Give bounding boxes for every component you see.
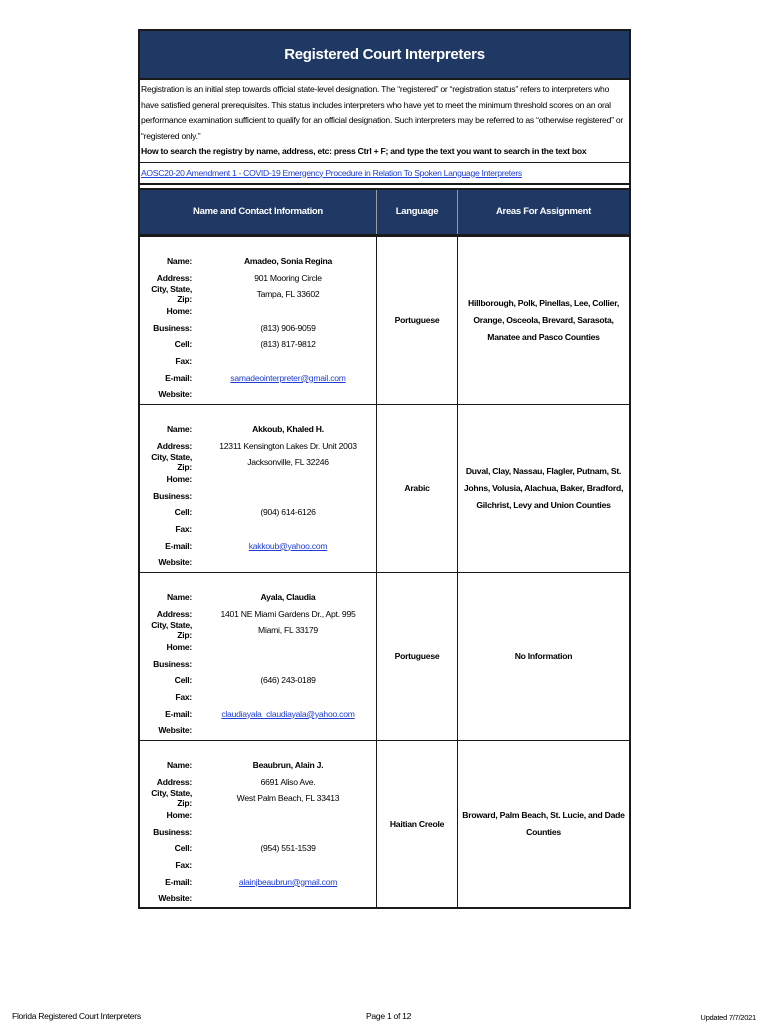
intro-paragraph xyxy=(140,80,629,163)
contact-line-business xyxy=(140,823,376,840)
contact-line-fax xyxy=(140,857,376,874)
field-label-email: E-mail: xyxy=(165,540,192,551)
contact-info xyxy=(140,589,376,739)
contact-cell xyxy=(140,237,377,404)
field-label-fax: Fax: xyxy=(175,523,192,534)
table-row xyxy=(140,573,629,741)
field-label-website: Website: xyxy=(158,389,192,400)
field-label-address: Address: xyxy=(156,272,192,283)
contact-line-home xyxy=(140,471,376,488)
field-label-email: E-mail: xyxy=(165,372,192,383)
field-value-email[interactable]: claudiayala_claudiayala@yahoo.com xyxy=(221,708,355,719)
field-label-fax: Fax: xyxy=(175,355,192,366)
contact-line-city xyxy=(140,790,376,807)
field-value-cell: (813) 817-9812 xyxy=(260,339,316,350)
footer-page-number: Page 1 of 12 xyxy=(366,1011,412,1021)
language-cell: Haitian Creole xyxy=(377,741,458,907)
areas-cell: Hillborough, Polk, Pinellas, Lee, Collier, Orange, Osceola, Brevard, Sarasota, Manatee and Pasco Counties xyxy=(468,297,619,342)
field-label-name: Name: xyxy=(166,423,192,434)
field-label-business: Business: xyxy=(153,826,192,837)
contact-line-home xyxy=(140,303,376,320)
sheet-title: Registered Court Interpreters xyxy=(140,31,629,80)
contact-line-name xyxy=(140,253,376,270)
contact-cell xyxy=(140,573,377,740)
field-value-name: Amadeo, Sonia Regina xyxy=(243,255,333,266)
field-value-city: Jacksonville, FL 32246 xyxy=(247,457,329,468)
contact-line-name xyxy=(140,757,376,774)
field-label-website: Website: xyxy=(158,893,192,904)
table-header xyxy=(140,190,629,237)
contact-line-email xyxy=(140,537,376,554)
areas-cell: Duval, Clay, Nassau, Flagler, Putnam, St. Johns, Volusia, Alachua, Baker, Bradford, Gilchrist, Levy and Union Counties xyxy=(463,465,624,510)
field-label-cell: Cell: xyxy=(174,507,192,518)
language-cell: Portuguese xyxy=(377,237,458,404)
field-label-email: E-mail: xyxy=(165,708,192,719)
field-value-address: 1401 NE Miami Gardens Dr., Apt. 995 xyxy=(220,608,356,619)
field-value-address: 6691 Aliso Ave. xyxy=(260,776,316,787)
field-value-city: Miami, FL 33179 xyxy=(258,625,318,636)
contact-line-email xyxy=(140,369,376,386)
field-value-email[interactable]: kakkoub@yahoo.com xyxy=(248,540,328,551)
header-contact: Name and Contact Information xyxy=(140,190,377,234)
field-label-home: Home: xyxy=(166,809,192,820)
amendment-row xyxy=(140,163,629,185)
field-label-city: City, State, Zip: xyxy=(151,284,192,305)
field-label-cell: Cell: xyxy=(174,843,192,854)
header-language: Language xyxy=(377,190,458,234)
interpreter-rows xyxy=(140,237,629,907)
field-label-city: City, State, Zip: xyxy=(151,788,192,809)
contact-line-email xyxy=(140,873,376,890)
table-row xyxy=(140,237,629,405)
footer-updated-date: Updated 7/7/2021 xyxy=(700,1013,756,1022)
field-label-city: City, State, Zip: xyxy=(151,452,192,473)
contact-info xyxy=(140,757,376,907)
field-value-name: Ayala, Claudia xyxy=(260,591,316,602)
field-label-business: Business: xyxy=(153,490,192,501)
contact-line-name xyxy=(140,421,376,438)
contact-line-business xyxy=(140,655,376,672)
field-label-address: Address: xyxy=(156,440,192,451)
contact-cell xyxy=(140,405,377,572)
field-label-home: Home: xyxy=(166,473,192,484)
contact-line-cell xyxy=(140,672,376,689)
field-label-home: Home: xyxy=(166,305,192,316)
contact-line-website xyxy=(140,722,376,739)
contact-cell xyxy=(140,741,377,907)
areas-cell: Broward, Palm Beach, St. Lucie, and Dade Counties xyxy=(462,809,625,837)
field-value-address: 901 Mooring Circle xyxy=(254,272,322,283)
contact-line-cell xyxy=(140,336,376,353)
contact-info xyxy=(140,421,376,571)
contact-line-fax xyxy=(140,353,376,370)
field-label-name: Name: xyxy=(166,759,192,770)
contact-line-email xyxy=(140,705,376,722)
areas-cell: No Information xyxy=(514,650,573,661)
field-label-home: Home: xyxy=(166,641,192,652)
intro-text: Registration is an initial step towards official state-level designation. The “registered” or “registration status” refers to interpreters who have satisfied general prerequisites. This status includes interpreters who have yet to meet the minimum threshold scores on an oral performance examination sufficient to qualify for an official designation. Such interpreters may be referred to as “otherwise registered” or “registered only.” xyxy=(141,84,624,141)
field-value-cell: (904) 614-6126 xyxy=(260,507,316,518)
contact-line-website xyxy=(140,386,376,403)
field-value-cell: (646) 243-0189 xyxy=(260,675,316,686)
field-value-name: Akkoub, Khaled H. xyxy=(252,423,324,434)
registry-sheet xyxy=(138,29,631,909)
footer-doc-title: Florida Registered Court Interpreters xyxy=(12,1011,141,1021)
contact-line-city xyxy=(140,454,376,471)
field-label-address: Address: xyxy=(156,776,192,787)
contact-line-cell xyxy=(140,504,376,521)
field-label-fax: Fax: xyxy=(175,859,192,870)
search-instructions: How to search the registry by name, address, etc: press Ctrl + F; and type the text you want to search in the text box xyxy=(141,146,587,156)
amendment-link[interactable]: AOSC20-20 Amendment 1 - COVID-19 Emergency Procedure in Relation To Spoken Language Interpreters xyxy=(141,167,522,178)
contact-info xyxy=(140,253,376,403)
contact-line-home xyxy=(140,807,376,824)
field-label-business: Business: xyxy=(153,322,192,333)
field-label-website: Website: xyxy=(158,725,192,736)
field-label-name: Name: xyxy=(166,255,192,266)
field-value-business: (813) 906-9059 xyxy=(260,322,316,333)
contact-line-business xyxy=(140,487,376,504)
contact-line-website xyxy=(140,554,376,571)
contact-line-fax xyxy=(140,521,376,538)
contact-line-home xyxy=(140,639,376,656)
field-value-name: Beaubrun, Alain J. xyxy=(252,759,324,770)
field-value-address: 12311 Kensington Lakes Dr. Unit 2003 xyxy=(219,440,357,451)
field-label-fax: Fax: xyxy=(175,691,192,702)
field-label-name: Name: xyxy=(166,591,192,602)
contact-line-website xyxy=(140,890,376,907)
field-value-email[interactable]: samadeointerpreter@gmail.com xyxy=(230,372,346,383)
field-label-address: Address: xyxy=(156,608,192,619)
field-value-email[interactable]: alainjbeaubrun@gmail.com xyxy=(238,876,338,887)
field-label-website: Website: xyxy=(158,557,192,568)
contact-line-cell xyxy=(140,840,376,857)
field-value-city: West Palm Beach, FL 33413 xyxy=(236,793,340,804)
contact-line-city xyxy=(140,286,376,303)
field-label-city: City, State, Zip: xyxy=(151,620,192,641)
field-value-city: Tampa, FL 33602 xyxy=(256,289,320,300)
contact-line-fax xyxy=(140,689,376,706)
field-value-cell: (954) 551-1539 xyxy=(260,843,316,854)
table-row xyxy=(140,741,629,907)
language-cell: Portuguese xyxy=(377,573,458,740)
contact-line-city xyxy=(140,622,376,639)
table-row xyxy=(140,405,629,573)
header-areas: Areas For Assignment xyxy=(495,206,591,217)
field-label-cell: Cell: xyxy=(174,339,192,350)
contact-line-business xyxy=(140,319,376,336)
contact-line-name xyxy=(140,589,376,606)
field-label-email: E-mail: xyxy=(165,876,192,887)
language-cell: Arabic xyxy=(377,405,458,572)
field-label-cell: Cell: xyxy=(174,675,192,686)
field-label-business: Business: xyxy=(153,658,192,669)
